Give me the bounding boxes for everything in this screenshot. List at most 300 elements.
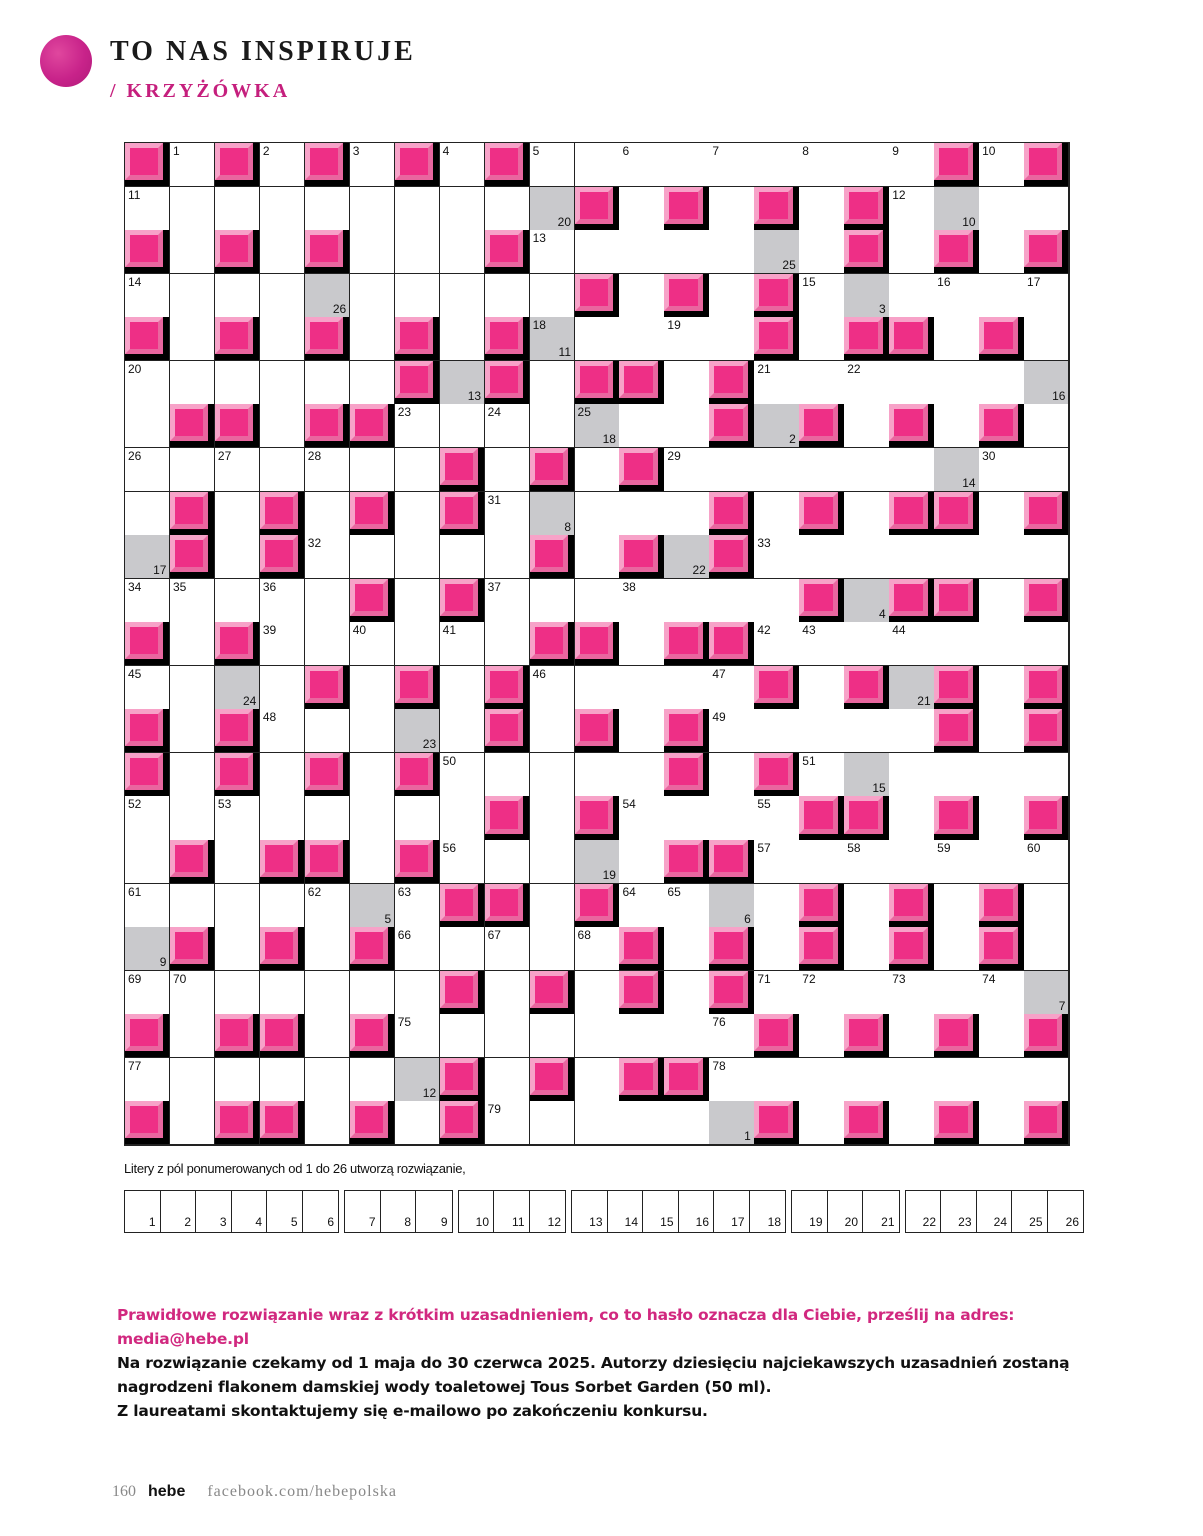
answer-cell[interactable] <box>709 753 754 797</box>
answer-cell[interactable] <box>530 1014 575 1058</box>
answer-cell[interactable] <box>170 709 215 753</box>
answer-cell[interactable] <box>125 187 170 231</box>
answer-cell[interactable] <box>305 579 350 623</box>
answer-cell[interactable] <box>844 448 889 492</box>
solution-cell[interactable] <box>889 666 934 710</box>
solution-box[interactable] <box>267 1191 303 1232</box>
solution-box[interactable] <box>828 1191 864 1232</box>
answer-cell[interactable] <box>260 448 305 492</box>
answer-cell[interactable] <box>170 666 215 710</box>
answer-cell[interactable] <box>934 927 979 971</box>
solution-cell[interactable] <box>754 230 799 274</box>
answer-cell[interactable] <box>170 143 215 187</box>
answer-cell[interactable] <box>395 492 440 536</box>
answer-cell[interactable] <box>170 884 215 928</box>
answer-cell[interactable] <box>125 492 170 536</box>
answer-cell[interactable] <box>1024 448 1069 492</box>
answer-cell[interactable] <box>260 666 305 710</box>
answer-cell[interactable] <box>709 274 754 318</box>
answer-cell[interactable] <box>799 361 844 405</box>
answer-cell[interactable] <box>934 317 979 361</box>
answer-cell[interactable] <box>305 187 350 231</box>
answer-cell[interactable] <box>215 274 260 318</box>
solution-box[interactable] <box>643 1191 679 1232</box>
solution-box[interactable] <box>345 1191 381 1232</box>
answer-cell[interactable] <box>215 796 260 840</box>
answer-cell[interactable] <box>440 709 485 753</box>
answer-cell[interactable] <box>170 1101 215 1145</box>
answer-cell[interactable] <box>799 709 844 753</box>
answer-cell[interactable] <box>619 230 664 274</box>
answer-cell[interactable] <box>170 230 215 274</box>
answer-cell[interactable] <box>485 1014 530 1058</box>
answer-cell[interactable] <box>754 492 799 536</box>
answer-cell[interactable] <box>350 143 395 187</box>
answer-cell[interactable] <box>934 361 979 405</box>
answer-cell[interactable] <box>260 230 305 274</box>
solution-box[interactable] <box>303 1191 339 1232</box>
answer-cell[interactable] <box>575 492 620 536</box>
answer-cell[interactable] <box>125 666 170 710</box>
answer-cell[interactable] <box>664 143 709 187</box>
solution-box[interactable] <box>679 1191 715 1232</box>
answer-cell[interactable] <box>440 317 485 361</box>
answer-cell[interactable] <box>889 622 934 666</box>
answer-cell[interactable] <box>125 971 170 1015</box>
solution-box[interactable] <box>941 1191 977 1232</box>
answer-cell[interactable] <box>305 1058 350 1102</box>
answer-cell[interactable] <box>215 448 260 492</box>
answer-cell[interactable] <box>125 361 170 405</box>
answer-cell[interactable] <box>709 230 754 274</box>
answer-cell[interactable] <box>664 1014 709 1058</box>
answer-cell[interactable] <box>125 274 170 318</box>
answer-cell[interactable] <box>530 361 575 405</box>
answer-cell[interactable] <box>799 1101 844 1145</box>
solution-cell[interactable] <box>575 404 620 448</box>
answer-cell[interactable] <box>440 535 485 579</box>
answer-cell[interactable] <box>844 622 889 666</box>
answer-cell[interactable] <box>350 753 395 797</box>
answer-cell[interactable] <box>350 274 395 318</box>
answer-cell[interactable] <box>934 535 979 579</box>
answer-cell[interactable] <box>889 448 934 492</box>
solution-cell[interactable] <box>215 666 260 710</box>
answer-cell[interactable] <box>485 1058 530 1102</box>
answer-cell[interactable] <box>619 884 664 928</box>
answer-cell[interactable] <box>799 840 844 884</box>
answer-cell[interactable] <box>1024 753 1069 797</box>
answer-cell[interactable] <box>979 448 1024 492</box>
answer-cell[interactable] <box>889 796 934 840</box>
answer-cell[interactable] <box>305 361 350 405</box>
answer-cell[interactable] <box>709 448 754 492</box>
answer-cell[interactable] <box>619 796 664 840</box>
answer-cell[interactable] <box>799 622 844 666</box>
answer-cell[interactable] <box>709 187 754 231</box>
answer-cell[interactable] <box>485 448 530 492</box>
answer-cell[interactable] <box>395 187 440 231</box>
answer-cell[interactable] <box>709 1014 754 1058</box>
answer-cell[interactable] <box>889 143 934 187</box>
answer-cell[interactable] <box>170 579 215 623</box>
answer-cell[interactable] <box>619 1101 664 1145</box>
solution-box[interactable] <box>381 1191 417 1232</box>
answer-cell[interactable] <box>440 143 485 187</box>
email-link[interactable]: media@hebe.pl <box>117 1330 249 1348</box>
solution-cell[interactable] <box>530 187 575 231</box>
answer-cell[interactable] <box>530 840 575 884</box>
answer-cell[interactable] <box>260 1058 305 1102</box>
answer-cell[interactable] <box>260 187 305 231</box>
answer-cell[interactable] <box>799 666 844 710</box>
answer-cell[interactable] <box>485 404 530 448</box>
solution-box[interactable] <box>459 1191 495 1232</box>
answer-cell[interactable] <box>754 971 799 1015</box>
solution-cell[interactable] <box>844 579 889 623</box>
answer-cell[interactable] <box>979 1058 1024 1102</box>
answer-cell[interactable] <box>979 1101 1024 1145</box>
answer-cell[interactable] <box>125 404 170 448</box>
answer-cell[interactable] <box>709 709 754 753</box>
answer-cell[interactable] <box>170 1058 215 1102</box>
answer-cell[interactable] <box>934 840 979 884</box>
answer-cell[interactable] <box>395 448 440 492</box>
answer-cell[interactable] <box>215 884 260 928</box>
answer-cell[interactable] <box>485 1101 530 1145</box>
answer-cell[interactable] <box>754 143 799 187</box>
answer-cell[interactable] <box>395 535 440 579</box>
answer-cell[interactable] <box>1024 274 1069 318</box>
answer-cell[interactable] <box>619 274 664 318</box>
answer-cell[interactable] <box>799 535 844 579</box>
answer-cell[interactable] <box>934 274 979 318</box>
solution-cell[interactable] <box>440 361 485 405</box>
answer-cell[interactable] <box>260 404 305 448</box>
answer-cell[interactable] <box>350 448 395 492</box>
answer-cell[interactable] <box>485 971 530 1015</box>
answer-cell[interactable] <box>619 840 664 884</box>
answer-cell[interactable] <box>125 884 170 928</box>
answer-cell[interactable] <box>350 622 395 666</box>
answer-cell[interactable] <box>530 796 575 840</box>
solution-cell[interactable] <box>530 317 575 361</box>
solution-box[interactable] <box>1012 1191 1048 1232</box>
answer-cell[interactable] <box>395 579 440 623</box>
answer-cell[interactable] <box>530 753 575 797</box>
answer-cell[interactable] <box>305 971 350 1015</box>
solution-cell[interactable] <box>1024 971 1069 1015</box>
answer-cell[interactable] <box>619 1014 664 1058</box>
answer-cell[interactable] <box>754 884 799 928</box>
answer-cell[interactable] <box>844 143 889 187</box>
answer-cell[interactable] <box>485 840 530 884</box>
answer-cell[interactable] <box>979 622 1024 666</box>
answer-cell[interactable] <box>350 840 395 884</box>
answer-cell[interactable] <box>979 666 1024 710</box>
solution-box[interactable] <box>714 1191 750 1232</box>
answer-cell[interactable] <box>1024 840 1069 884</box>
answer-cell[interactable] <box>799 143 844 187</box>
answer-cell[interactable] <box>979 274 1024 318</box>
answer-cell[interactable] <box>575 230 620 274</box>
solution-box[interactable] <box>416 1191 452 1232</box>
answer-cell[interactable] <box>799 317 844 361</box>
answer-cell[interactable] <box>575 535 620 579</box>
answer-cell[interactable] <box>979 143 1024 187</box>
answer-cell[interactable] <box>979 1014 1024 1058</box>
answer-cell[interactable] <box>305 927 350 971</box>
answer-cell[interactable] <box>979 361 1024 405</box>
answer-cell[interactable] <box>305 492 350 536</box>
solution-cell[interactable] <box>125 535 170 579</box>
solution-box[interactable] <box>906 1191 942 1232</box>
answer-cell[interactable] <box>350 535 395 579</box>
answer-cell[interactable] <box>844 927 889 971</box>
answer-cell[interactable] <box>170 796 215 840</box>
answer-cell[interactable] <box>889 753 934 797</box>
answer-cell[interactable] <box>799 448 844 492</box>
answer-cell[interactable] <box>754 622 799 666</box>
answer-cell[interactable] <box>260 361 305 405</box>
answer-cell[interactable] <box>575 971 620 1015</box>
answer-cell[interactable] <box>350 187 395 231</box>
answer-cell[interactable] <box>395 404 440 448</box>
answer-cell[interactable] <box>395 1014 440 1058</box>
answer-cell[interactable] <box>619 753 664 797</box>
answer-cell[interactable] <box>619 622 664 666</box>
answer-cell[interactable] <box>754 840 799 884</box>
solution-cell[interactable] <box>844 753 889 797</box>
answer-cell[interactable] <box>619 579 664 623</box>
solution-cell[interactable] <box>305 274 350 318</box>
answer-cell[interactable] <box>754 448 799 492</box>
answer-cell[interactable] <box>799 274 844 318</box>
answer-cell[interactable] <box>664 404 709 448</box>
answer-cell[interactable] <box>889 1058 934 1102</box>
answer-cell[interactable] <box>395 1101 440 1145</box>
solution-cell[interactable] <box>350 884 395 928</box>
answer-cell[interactable] <box>799 1014 844 1058</box>
answer-cell[interactable] <box>844 971 889 1015</box>
answer-cell[interactable] <box>754 927 799 971</box>
answer-cell[interactable] <box>350 230 395 274</box>
answer-cell[interactable] <box>1024 1058 1069 1102</box>
answer-cell[interactable] <box>754 579 799 623</box>
answer-cell[interactable] <box>664 796 709 840</box>
answer-cell[interactable] <box>260 709 305 753</box>
answer-cell[interactable] <box>395 884 440 928</box>
answer-cell[interactable] <box>889 971 934 1015</box>
solution-cell[interactable] <box>530 492 575 536</box>
answer-cell[interactable] <box>260 884 305 928</box>
solution-cell[interactable] <box>754 404 799 448</box>
answer-cell[interactable] <box>664 361 709 405</box>
answer-cell[interactable] <box>260 143 305 187</box>
solution-box[interactable] <box>863 1191 899 1232</box>
answer-cell[interactable] <box>485 927 530 971</box>
answer-cell[interactable] <box>395 230 440 274</box>
answer-cell[interactable] <box>215 361 260 405</box>
answer-cell[interactable] <box>170 448 215 492</box>
answer-cell[interactable] <box>170 317 215 361</box>
answer-cell[interactable] <box>305 884 350 928</box>
answer-cell[interactable] <box>844 709 889 753</box>
answer-cell[interactable] <box>664 317 709 361</box>
answer-cell[interactable] <box>844 361 889 405</box>
answer-cell[interactable] <box>754 1058 799 1102</box>
solution-cell[interactable] <box>934 448 979 492</box>
answer-cell[interactable] <box>485 535 530 579</box>
answer-cell[interactable] <box>1024 622 1069 666</box>
answer-cell[interactable] <box>485 622 530 666</box>
answer-cell[interactable] <box>889 1101 934 1145</box>
answer-cell[interactable] <box>799 1058 844 1102</box>
answer-cell[interactable] <box>575 753 620 797</box>
answer-cell[interactable] <box>754 709 799 753</box>
answer-cell[interactable] <box>799 230 844 274</box>
answer-cell[interactable] <box>485 492 530 536</box>
answer-cell[interactable] <box>979 535 1024 579</box>
answer-cell[interactable] <box>215 492 260 536</box>
solution-cell[interactable] <box>664 535 709 579</box>
answer-cell[interactable] <box>170 1014 215 1058</box>
answer-cell[interactable] <box>799 971 844 1015</box>
answer-cell[interactable] <box>1024 535 1069 579</box>
answer-cell[interactable] <box>664 971 709 1015</box>
answer-cell[interactable] <box>395 274 440 318</box>
answer-cell[interactable] <box>350 796 395 840</box>
answer-cell[interactable] <box>1024 884 1069 928</box>
answer-cell[interactable] <box>979 492 1024 536</box>
answer-cell[interactable] <box>889 187 934 231</box>
answer-cell[interactable] <box>305 1101 350 1145</box>
solution-cell[interactable] <box>575 840 620 884</box>
answer-cell[interactable] <box>934 971 979 1015</box>
solution-box[interactable] <box>572 1191 608 1232</box>
solution-cell[interactable] <box>709 1101 754 1145</box>
answer-cell[interactable] <box>934 884 979 928</box>
answer-cell[interactable] <box>305 448 350 492</box>
answer-cell[interactable] <box>305 1014 350 1058</box>
answer-cell[interactable] <box>260 971 305 1015</box>
answer-cell[interactable] <box>530 927 575 971</box>
answer-cell[interactable] <box>844 492 889 536</box>
solution-box[interactable] <box>196 1191 232 1232</box>
answer-cell[interactable] <box>575 927 620 971</box>
solution-cell[interactable] <box>125 927 170 971</box>
answer-cell[interactable] <box>979 796 1024 840</box>
answer-cell[interactable] <box>215 840 260 884</box>
answer-cell[interactable] <box>350 361 395 405</box>
solution-box[interactable] <box>792 1191 828 1232</box>
answer-cell[interactable] <box>575 317 620 361</box>
answer-cell[interactable] <box>754 796 799 840</box>
answer-cell[interactable] <box>1024 187 1069 231</box>
answer-cell[interactable] <box>350 971 395 1015</box>
answer-cell[interactable] <box>575 1014 620 1058</box>
answer-cell[interactable] <box>889 1014 934 1058</box>
answer-cell[interactable] <box>350 709 395 753</box>
solution-box[interactable] <box>1048 1191 1084 1232</box>
answer-cell[interactable] <box>844 884 889 928</box>
answer-cell[interactable] <box>709 317 754 361</box>
answer-cell[interactable] <box>215 971 260 1015</box>
answer-cell[interactable] <box>619 143 664 187</box>
answer-cell[interactable] <box>260 317 305 361</box>
answer-cell[interactable] <box>575 448 620 492</box>
answer-cell[interactable] <box>619 317 664 361</box>
answer-cell[interactable] <box>440 1014 485 1058</box>
answer-cell[interactable] <box>395 971 440 1015</box>
answer-cell[interactable] <box>305 796 350 840</box>
answer-cell[interactable] <box>530 143 575 187</box>
answer-cell[interactable] <box>215 927 260 971</box>
answer-cell[interactable] <box>979 840 1024 884</box>
answer-cell[interactable] <box>530 1101 575 1145</box>
answer-cell[interactable] <box>1024 927 1069 971</box>
answer-cell[interactable] <box>260 622 305 666</box>
answer-cell[interactable] <box>1024 404 1069 448</box>
answer-cell[interactable] <box>170 753 215 797</box>
solution-box[interactable] <box>161 1191 197 1232</box>
answer-cell[interactable] <box>979 230 1024 274</box>
answer-cell[interactable] <box>889 230 934 274</box>
answer-cell[interactable] <box>260 274 305 318</box>
answer-cell[interactable] <box>395 796 440 840</box>
answer-cell[interactable] <box>260 579 305 623</box>
answer-cell[interactable] <box>754 361 799 405</box>
solution-box[interactable] <box>494 1191 530 1232</box>
answer-cell[interactable] <box>170 971 215 1015</box>
answer-cell[interactable] <box>709 796 754 840</box>
answer-cell[interactable] <box>440 840 485 884</box>
answer-cell[interactable] <box>979 579 1024 623</box>
answer-cell[interactable] <box>664 230 709 274</box>
answer-cell[interactable] <box>889 840 934 884</box>
answer-cell[interactable] <box>125 579 170 623</box>
answer-cell[interactable] <box>709 666 754 710</box>
answer-cell[interactable] <box>530 274 575 318</box>
answer-cell[interactable] <box>350 317 395 361</box>
solution-box[interactable] <box>530 1191 566 1232</box>
answer-cell[interactable] <box>170 361 215 405</box>
answer-cell[interactable] <box>844 535 889 579</box>
answer-cell[interactable] <box>889 274 934 318</box>
answer-cell[interactable] <box>350 666 395 710</box>
answer-cell[interactable] <box>170 274 215 318</box>
answer-cell[interactable] <box>799 753 844 797</box>
answer-cell[interactable] <box>440 753 485 797</box>
answer-cell[interactable] <box>440 622 485 666</box>
answer-cell[interactable] <box>530 230 575 274</box>
answer-cell[interactable] <box>889 361 934 405</box>
answer-cell[interactable] <box>350 1058 395 1102</box>
answer-cell[interactable] <box>979 187 1024 231</box>
answer-cell[interactable] <box>664 448 709 492</box>
answer-cell[interactable] <box>575 666 620 710</box>
solution-cell[interactable] <box>844 274 889 318</box>
answer-cell[interactable] <box>934 1058 979 1102</box>
answer-cell[interactable] <box>305 622 350 666</box>
answer-cell[interactable] <box>485 187 530 231</box>
answer-cell[interactable] <box>305 535 350 579</box>
answer-cell[interactable] <box>440 230 485 274</box>
answer-cell[interactable] <box>395 622 440 666</box>
answer-cell[interactable] <box>889 535 934 579</box>
answer-cell[interactable] <box>530 666 575 710</box>
solution-cell[interactable] <box>709 884 754 928</box>
